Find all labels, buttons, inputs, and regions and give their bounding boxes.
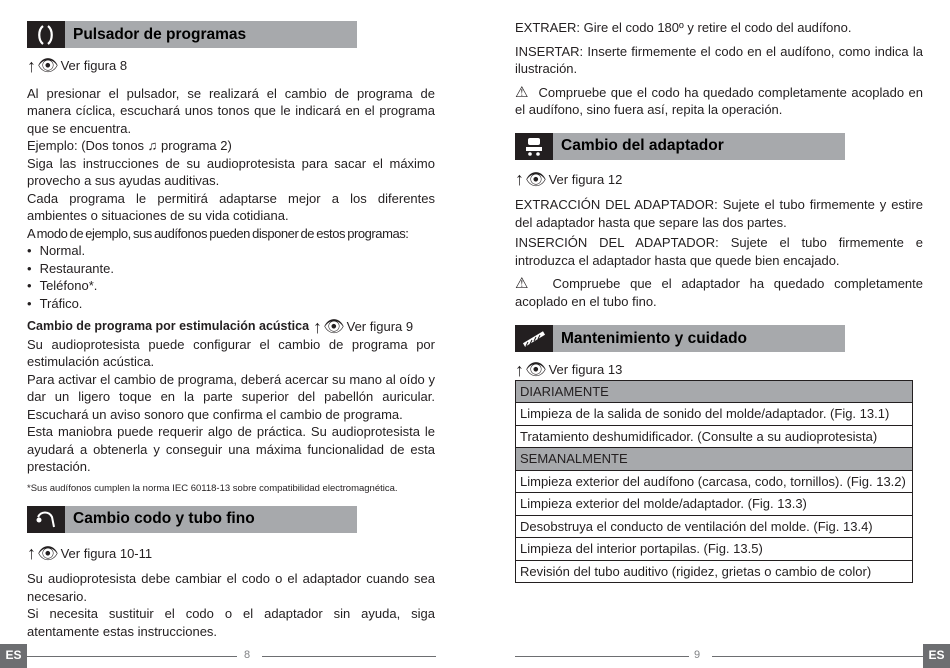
elbow-tube-icon <box>27 506 65 533</box>
adapter-icon <box>515 133 553 160</box>
figure-reference: ↑ 👁 Ver figura 13 <box>515 359 623 380</box>
paragraph-extract: EXTRAER: Gire el codo 180º y retire el codo del audífono. <box>515 20 852 35</box>
list-item: • Teléfono*. <box>27 277 435 295</box>
list-item: • Restaurante. <box>27 260 435 278</box>
footer-divider <box>515 656 689 657</box>
footer-divider <box>262 656 436 657</box>
eye-icon: 👁 <box>37 543 59 563</box>
section-title: Cambio del adaptador <box>553 133 845 160</box>
maintenance-icon <box>515 325 553 352</box>
warning-note: ⚠ Compruebe que el adaptador ha quedado completamente acoplado en el tubo fino. <box>515 275 923 309</box>
figure-reference: ↑ 👁 Ver figura 8 <box>27 55 128 76</box>
figure-reference: ↑ 👁 Ver figura 10-11 <box>27 543 153 564</box>
section-heading-adapter <box>515 133 923 160</box>
warning-icon: ⚠ <box>515 83 529 101</box>
warning-icon: ⚠ <box>515 275 529 292</box>
table-row: Revisión del tubo auditivo (rigidez, grietas o cambio de color) <box>516 560 913 583</box>
table-row: Limpieza de la salida de sonido del molde/adaptador. (Fig. 13.1) <box>516 403 913 426</box>
paragraph: Su audioprotesista debe cambiar el codo o el adaptador cuando sea necesario. <box>27 571 435 604</box>
footer-divider <box>712 656 923 657</box>
arrow-up-icon: ↑ <box>313 316 323 337</box>
table-row: Limpieza exterior del molde/adaptador. (Fig. 13.3) <box>516 493 913 516</box>
program-button-icon <box>27 21 65 48</box>
section-title: Mantenimiento y cuidado <box>553 325 845 352</box>
arrow-up-icon: ↑ <box>27 55 36 76</box>
language-tab-left: ES <box>0 644 27 668</box>
figure-reference: ↑ 👁 Ver figura 12 <box>515 169 623 190</box>
section-title: Pulsador de programas <box>65 21 357 48</box>
paragraph: INSERCIÓN DEL ADAPTADOR: Sujete el tubo firmemente e introduzca el adaptador hasta que quede bien encajado. <box>515 235 923 268</box>
section-title: Cambio codo y tubo fino <box>65 506 357 533</box>
paragraph: Su audioprotesista puede configurar el cambio de programa por estimulación acústica. <box>27 336 435 369</box>
table-row: Tratamiento deshumidificador. (Consulte a su audioprotesista) <box>516 425 913 448</box>
sub-heading: Cambio de programa por estimulación acústica ↑ 👁 Ver figura 9 <box>27 316 414 337</box>
maintenance-table <box>515 380 913 584</box>
page-number-left: 8 <box>244 649 251 661</box>
paragraph: Al presionar el pulsador, se realizará el cambio de programa de manera cíclica, escuchará unos tonos que le indicará en el programa que se encuentra. <box>27 85 435 136</box>
footer-divider <box>27 656 237 657</box>
paragraph: Cada programa le permitirá adaptarse mejor a los diferentes ambientes o situaciones de su vida cotidiana. <box>27 190 435 223</box>
table-row: Limpieza exterior del audífono (carcasa, codo, tornillos). (Fig. 13.2) <box>516 470 913 493</box>
sub-heading-title: Cambio de programa por estimulación acústica <box>27 319 310 333</box>
paragraph-insert: INSERTAR: Inserte firmemente el codo en el audífono, como indica la ilustración. <box>515 43 923 76</box>
list-item: • Tráfico. <box>27 295 435 313</box>
footnote: *Sus audífonos cumplen la norma IEC 60118-13 sobre compatibilidad electromagnética. <box>27 482 398 494</box>
paragraph-example: Ejemplo: (Dos tonos ♫ programa 2) <box>27 138 232 153</box>
paragraph: Esta maniobra puede requerir algo de práctica. Su audioprotesista le ayudará a obtenerla y conseguir una máxima funcionalidad de esta prestación. <box>27 424 435 474</box>
arrow-up-icon: ↑ <box>515 359 524 380</box>
paragraph: A modo de ejemplo, sus audífonos pueden disponer de estos programas: <box>27 225 409 241</box>
section-heading-maintenance <box>515 325 923 352</box>
language-tab-right: ES <box>923 644 950 668</box>
page-number-right: 9 <box>694 649 701 661</box>
section-heading-elbow-tube <box>27 506 435 533</box>
paragraph: EXTRACCIÓN DEL ADAPTADOR: Sujete el tubo firmemente y estire del adaptador hasta que separe las dos partes. <box>515 197 923 230</box>
list-item: • Normal. <box>27 242 435 260</box>
right-page <box>515 0 923 583</box>
eye-icon: 👁 <box>37 56 59 75</box>
left-page <box>27 0 435 640</box>
paragraph: Si necesita sustituir el codo o el adaptador sin ayuda, siga atentamente estas instrucciones. <box>27 606 435 639</box>
table-section-header: SEMANALMENTE <box>516 448 913 471</box>
program-list <box>27 242 435 312</box>
arrow-up-icon: ↑ <box>515 169 524 190</box>
table-section-header: DIARIAMENTE <box>516 380 913 403</box>
eye-icon: 👁 <box>525 169 547 189</box>
warning-note: ⚠ Compruebe que el codo ha quedado completamente acoplado en el audífono, sino fuera así, repita la operación. <box>515 83 923 117</box>
section-heading-program-button <box>27 21 435 48</box>
table-row: Limpieza del interior portapilas. (Fig. 13.5) <box>516 538 913 561</box>
paragraph: Para activar el cambio de programa, deberá acercar su mano al oído y dar un ligero toque en la parte superior del pabellón auricular. Escuchará un aviso sonoro que confirma el cambio de programa. <box>27 371 435 422</box>
table-row: Desobstruya el conducto de ventilación del molde. (Fig. 13.4) <box>516 515 913 538</box>
paragraph: Siga las instrucciones de su audioprotesista para sacar el máximo provecho a sus ayudas auditivas. <box>27 155 435 188</box>
eye-icon: 👁 <box>525 360 547 379</box>
arrow-up-icon: ↑ <box>27 543 36 564</box>
eye-icon: 👁 <box>323 317 345 336</box>
